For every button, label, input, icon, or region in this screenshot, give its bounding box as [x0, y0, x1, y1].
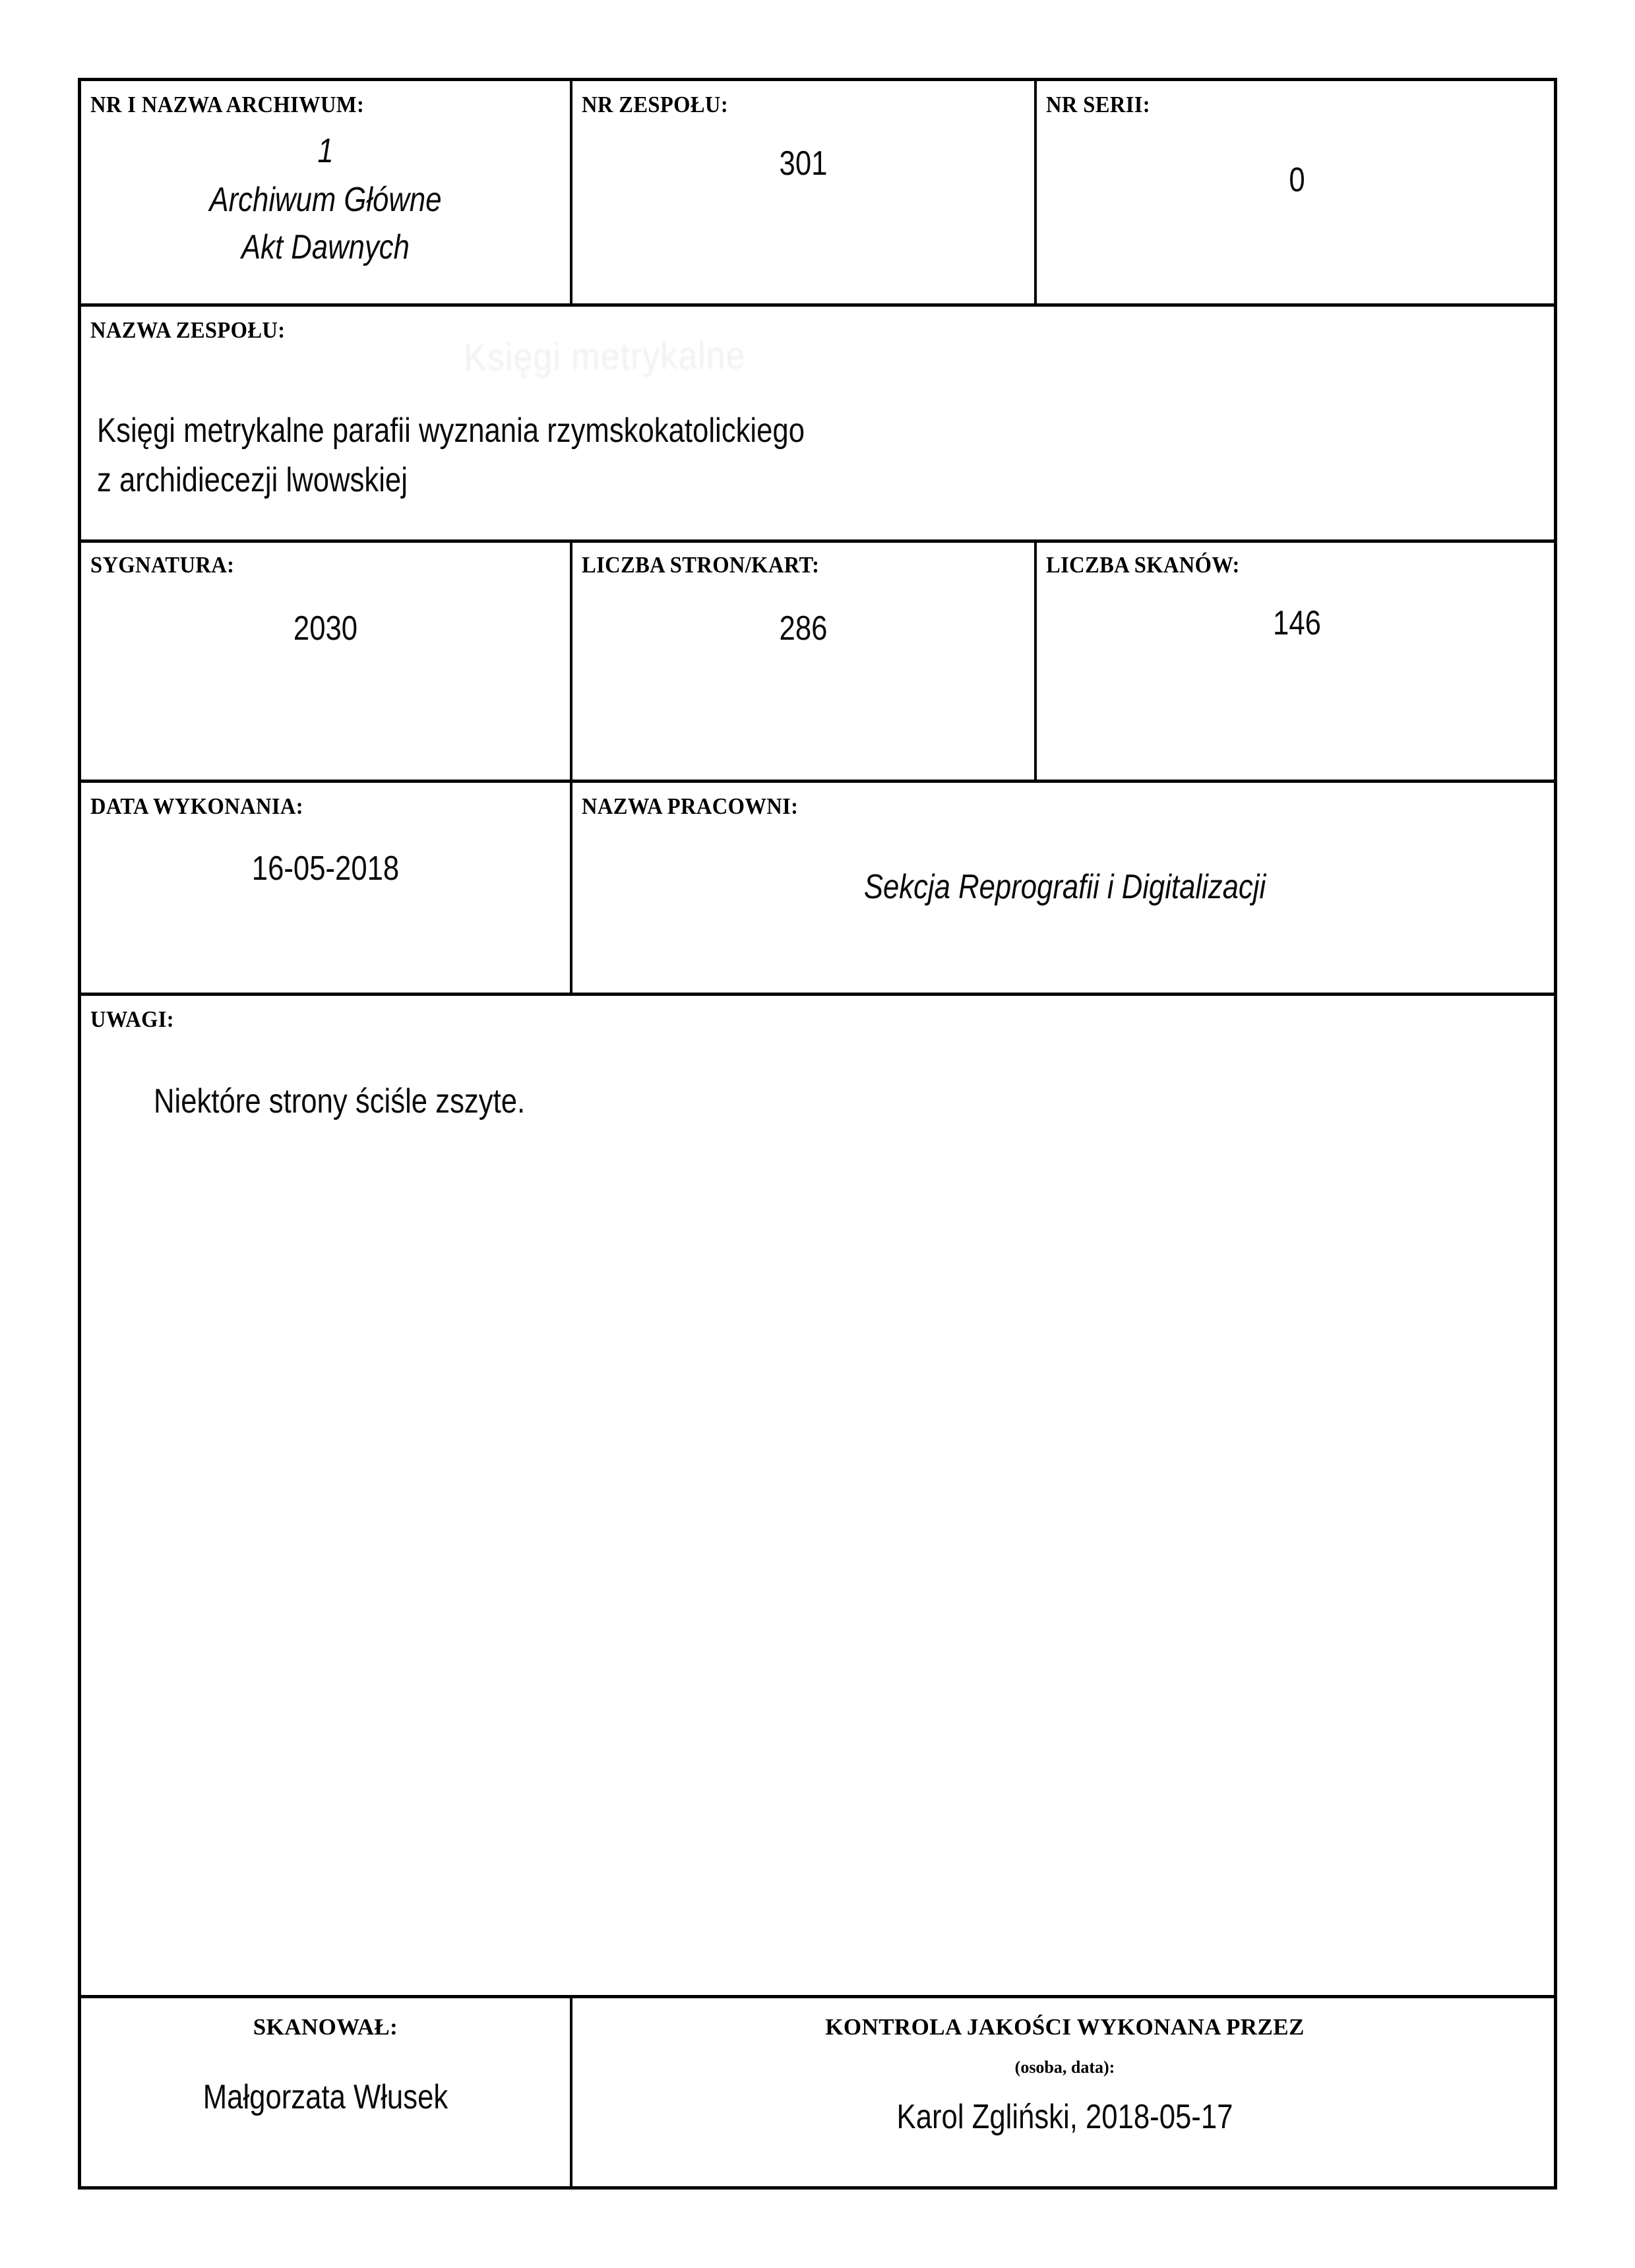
cell-fonds-number — [572, 81, 1037, 307]
value-execution-date: 16-05-2018 — [251, 849, 400, 888]
label-studio-name: NAZWA PRACOWNI: — [582, 793, 799, 819]
cell-scan-count — [1037, 543, 1557, 783]
label-scan-count: LICZBA SKANÓW: — [1046, 552, 1240, 578]
cell-archive — [81, 81, 572, 307]
cell-remarks — [81, 996, 1557, 1998]
value-scanned-by: Małgorzata Włusek — [202, 2078, 448, 2116]
scan-ghost-artifact: Księgi metrykalne — [463, 334, 746, 379]
label-signature: SYGNATURA: — [90, 552, 235, 578]
cell-series-number — [1037, 81, 1557, 307]
label-quality-control: KONTROLA JAKOŚCI WYKONANA PRZEZ — [825, 2014, 1305, 2040]
value-quality-control: Karol Zgliński, 2018-05-17 — [896, 2098, 1233, 2136]
scan-control-form-table — [78, 78, 1557, 2190]
value-fonds-name-line2: z archidiecezji lwowskiej — [97, 461, 408, 499]
value-studio-name: Sekcja Reprografii i Digitalizacji — [863, 868, 1266, 906]
value-archive-name-line2: Akt Dawnych — [241, 228, 410, 266]
cell-execution-date — [81, 783, 572, 996]
label-scanned-by: SKANOWAŁ: — [253, 2014, 398, 2040]
label-execution-date: DATA WYKONANIA: — [90, 793, 303, 819]
value-archive-number: 1 — [317, 132, 334, 170]
value-signature: 2030 — [293, 609, 358, 648]
label-fonds-name: NAZWA ZESPOŁU: — [90, 317, 286, 343]
value-fonds-name-line1: Księgi metrykalne parafii wyznania rzymskokatolickiego — [97, 412, 805, 450]
label-archive: NR I NAZWA ARCHIWUM: — [90, 92, 365, 117]
value-remarks: Niektóre strony ściśle zszyte. — [154, 1082, 526, 1120]
cell-fonds-name — [81, 307, 1557, 543]
value-series-number: 0 — [1289, 161, 1305, 199]
label-series-number: NR SERII: — [1046, 92, 1150, 117]
cell-scanned-by — [81, 1998, 572, 2190]
value-page-count: 286 — [779, 609, 828, 648]
label-quality-control-sub: (osoba, data): — [1014, 2058, 1115, 2077]
label-remarks: UWAGI: — [90, 1006, 175, 1032]
cell-page-count — [572, 543, 1037, 783]
cell-studio-name — [572, 783, 1557, 996]
cell-quality-control — [572, 1998, 1557, 2190]
label-page-count: LICZBA STRON/KART: — [582, 552, 820, 578]
value-fonds-number: 301 — [779, 144, 828, 183]
value-scan-count: 146 — [1273, 604, 1321, 642]
value-archive-name-line1: Archiwum Główne — [209, 181, 442, 219]
label-fonds-number: NR ZESPOŁU: — [582, 92, 729, 117]
cell-signature — [81, 543, 572, 783]
